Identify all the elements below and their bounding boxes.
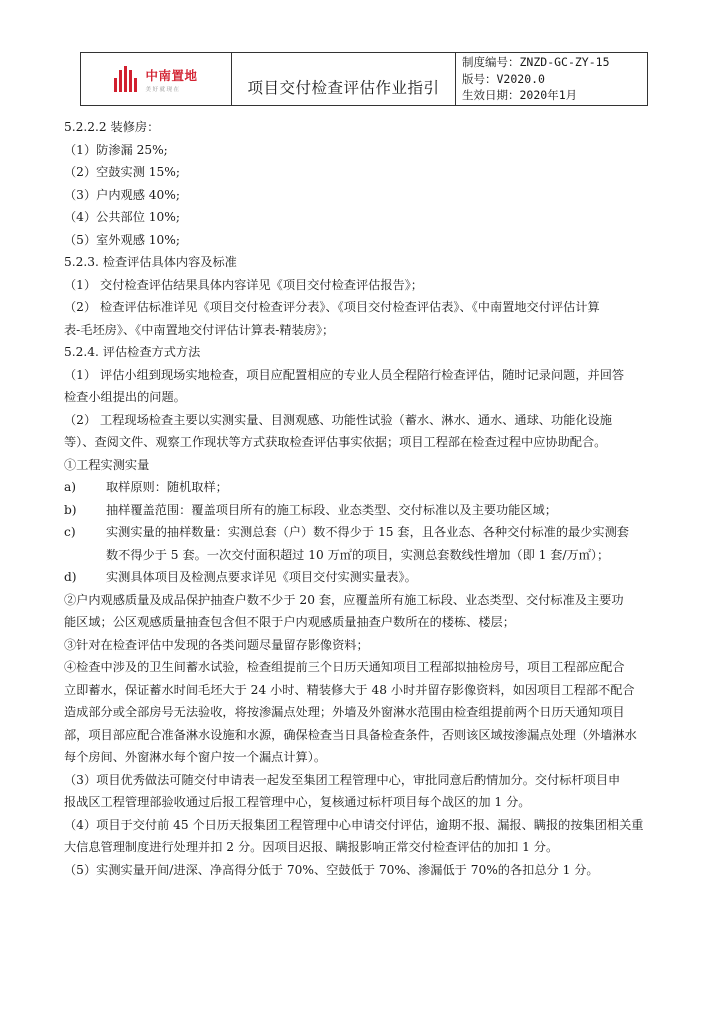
list-item: （5）室外观感 10%;: [64, 232, 180, 247]
paragraph: 部，项目部应配合准备淋水设施和水源，确保检查当日具备检查条件，否则该区域按渗漏点处理（外墙淋水: [64, 727, 637, 742]
company-logo: [114, 66, 197, 93]
logo-cell: [81, 53, 232, 105]
logo-slogan: 美好就现在: [145, 86, 181, 93]
list-item: d) 实测具体项目及检测点要求详见《项目交付实测实量表》。: [64, 570, 417, 584]
paragraph: （2） 检查评估标准详见《项目交付检查评分表》、《项目交付检查评估表》、《中南置地交付评估计算: [64, 300, 600, 314]
paragraph: （4）项目于交付前 45 个日历天报集团工程管理中心申请交付评估，逾期不报、漏报、瞒报的按集团相关重: [64, 817, 644, 832]
section-523: 5.2.3. 检查评估具体内容及标准: [64, 255, 237, 269]
paragraph: ③针对在检查评估中发现的各类问题尽量留存影像资料；: [64, 637, 369, 652]
doc-effective-date: 生效日期：2020年1月: [462, 88, 578, 102]
doc-number: 制度编号：ZNZD-GC-ZY-15: [462, 55, 610, 69]
document-meta: [456, 53, 647, 105]
list-item: a) 取样原则：随机取样；: [64, 480, 228, 494]
paragraph: 立即蓄水，保证蓄水时间毛坯大于 24 小时、精装修大于 48 小时并留存影像资料，如因项目工程部不配合: [64, 682, 635, 697]
paragraph: 大信息管理制度进行处理并扣 2 分。因项目迟报、瞒报影响正常交付检查评估的加扣 1 分。: [64, 840, 559, 854]
list-item-continued: 数不得少于 5 套。一次交付面积超过 10 万㎡的项目，实测总套数线性增加（即 1 套/万㎡）；: [106, 547, 610, 562]
paragraph: （2） 工程现场检查主要以实测实量、目测观感、功能性试验（蓄水、淋水、通水、通球、功能化设施: [64, 412, 612, 427]
paragraph: （5）实测实量开间/进深、净高得分低于 70%、空鼓低于 70%、渗漏低于 70%的各扣总分 1 分。: [64, 862, 599, 877]
doc-version: 版号：V2020.0: [462, 71, 545, 86]
paragraph: ②户内观感质量及成品保护抽查户数不少于 20 套，应覆盖所有施工标段、业态类型、交付标准及主要功: [64, 592, 624, 607]
document-body: [64, 116, 656, 881]
paragraph: （1） 交付检查评估结果具体内容详见《项目交付检查评估报告》；: [64, 277, 423, 292]
paragraph: （3）项目优秀做法可随交付申请表一起发至集团工程管理中心，审批同意后酌情加分。交付标杆项目申: [64, 772, 621, 787]
paragraph: 检查小组提出的问题。: [64, 390, 186, 404]
paragraph: （1） 评估小组到现场实地检查，项目应配置相应的专业人员全程陪行检查评估，随时记录问题，并回答: [64, 367, 625, 382]
section-524: 5.2.4. 评估检查方式方法: [64, 345, 201, 359]
section-5222: 5.2.2.2 装修房：: [64, 120, 160, 134]
list-item: （1）防渗漏 25%;: [64, 142, 168, 157]
paragraph: 报战区工程管理部验收通过后报工程管理中心，复核通过标杆项目每个战区的加 1 分。: [64, 795, 531, 809]
paragraph: 每个房间、外窗淋水每个窗户按一个漏点计算）。: [64, 750, 327, 764]
paragraph: 造成部分或全部房号无法验收，将按渗漏点处理；外墙及外窗淋水范围由检查组提前两个日历天通知项目: [64, 705, 625, 719]
list-item: （4）公共部位 10%;: [64, 210, 180, 224]
paragraph: 表-毛坯房》、《中南置地交付评估计算表-精装房》；: [64, 322, 335, 337]
logo-name: 中南置地: [145, 67, 198, 83]
subheading: ①工程实测实量: [64, 457, 150, 472]
paragraph: 能区域；公区观感质量抽查包含但不限于户内观感质量抽查户数所在的楼栋、楼层；: [64, 615, 515, 629]
logo-bars-icon: [114, 66, 140, 92]
paragraph: 等）、查阅文件、观察工作现状等方式获取检查评估事实依据；项目工程部在检查过程中应协助配合。: [64, 435, 607, 449]
list-item: c) 实测实量的抽样数量：实测总套（户）数不得少于 15 套，且各业态、各种交付标准的最少实测套: [64, 525, 629, 539]
paragraph: ④检查中涉及的卫生间蓄水试验，检查组提前三个日历天通知项目工程部拟抽检房号，项目工程部应配合: [64, 660, 625, 674]
document-title: 项目交付检查评估作业指引: [232, 53, 456, 105]
document-header: [80, 52, 648, 106]
list-item: （3）户内观感 40%;: [64, 187, 180, 202]
list-item: （2）空鼓实测 15%;: [64, 165, 180, 179]
list-item: b) 抽样覆盖范围：覆盖项目所有的施工标段、业态类型、交付标准以及主要功能区域；: [64, 502, 557, 517]
